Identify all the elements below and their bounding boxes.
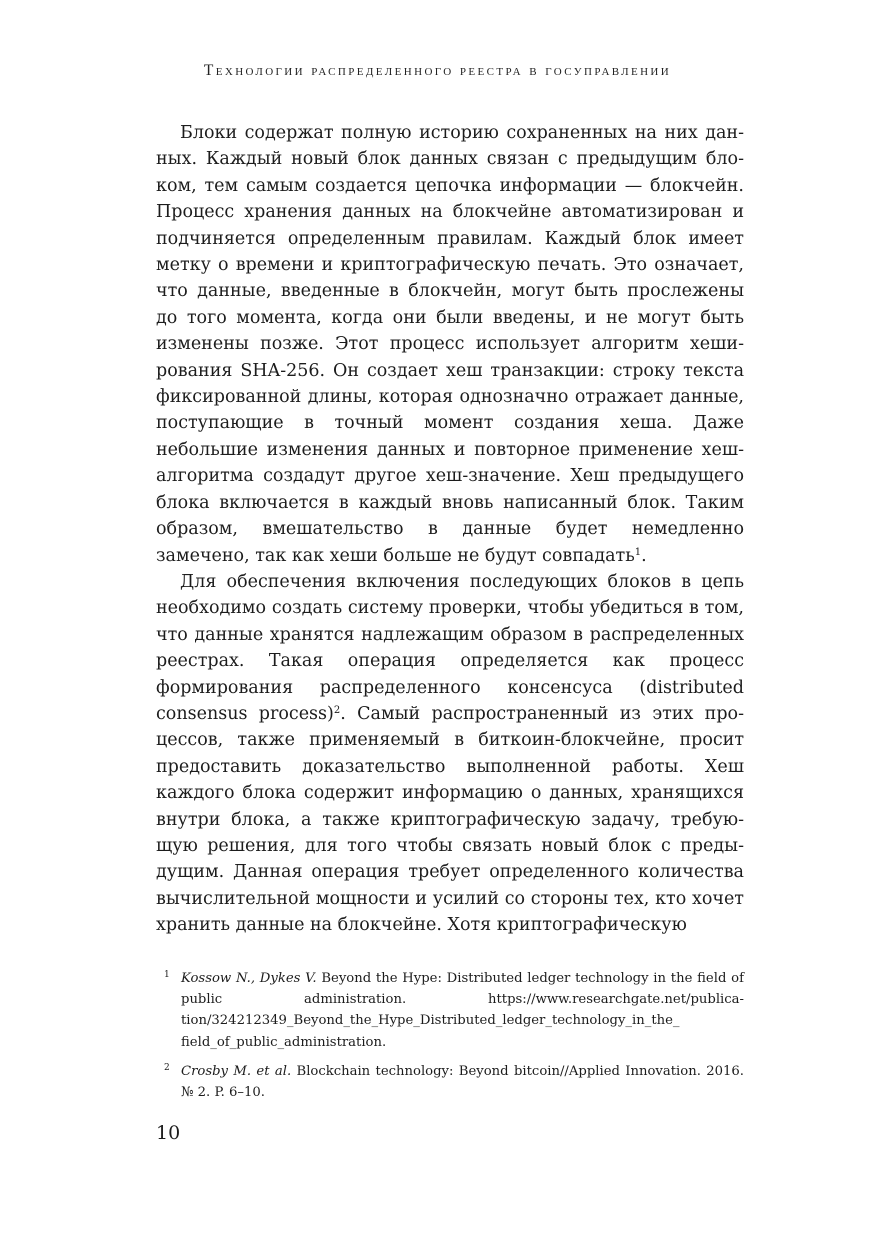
footnote-2-mark: 2: [164, 1062, 170, 1073]
footnote-1-text: Beyond the Hype: Distributed ledger technology in the field of public administration. https://www.researchgate.net/publication/324212349_Beyond_the_Hype_Distributed_ledger_technology_in_the_​field_of_public_administration.: [181, 971, 744, 1050]
footnote-1-author: Kossow N., Dykes V.: [181, 971, 317, 986]
paragraph-2: [156, 569, 744, 939]
footnotes: [156, 968, 744, 1111]
footnote-2-author: Crosby M. et al.: [181, 1063, 292, 1079]
running-head: Технологии распределенного реестра в госуправлении: [203, 62, 672, 79]
footnote-1: [156, 968, 744, 1053]
footnote-ref-1[interactable]: 1: [634, 546, 642, 558]
paragraph-2-text-b: . Самый распространенный из этих процессов, также применяемый в биткоин-блокчейне, просит предоставить доказательство выполненной работы. Хеш каждого блока содержит информацию о данных, хранящихся внутри блока, а также криптографическую задачу, требующую решения, для того чтобы связать новый блок с предыдущим. Данная операция требует определенного количества вычислительной мощности и усилий со стороны тех, кто хочет хранить данные на блокчейне. Хотя криптографическую: [156, 703, 745, 936]
footnote-1-mark: 1: [164, 970, 170, 980]
paragraph-1-text: Блоки содержат полную историю сохраненных на них данных. Каждый новый блок данных связан с предыдущим блоком, тем самым создается цепочка информации — блокчейн. Процесс хранения данных на блокчейне автоматизирован и подчиняется определенным правилам. Каждый блок имеет метку о времени и криптографическую печать. Это означает, что данные, введенные в блокчейн, могут быть прослежены до того момента, когда они были введены, и не могут быть изменены позже. Этот процесс использует алгоритм хеширования SHA-256. Он создает хеш транзакции: строку текста фиксированной длины, которая однозначно отражает данные, поступающие в точный момент создания хеша. Даже небольшие изменения данных и повторное применение хеш-алгоритма создадут другое хеш-значение. Хеш предыдущего блока включается в каждый вновь написанный блок. Таким образом, вмешательство в данные будет немедленно замечено, так как хеши больше не будут совпадать: [156, 123, 744, 566]
paragraph-1: [156, 120, 744, 569]
paragraph-2-text-a: Для обеспечения включения последующих блоков в цепь необходимо создать систему проверки, чтобы убедиться в том, что данные хранятся надлежащим образом в распределенных реестрах. Такая операция определяется как процесс формирования распределенного консенсуса (distributed consensus process): [156, 571, 744, 724]
footnote-2: [156, 1061, 744, 1103]
footnote-ref-2[interactable]: 2: [333, 704, 341, 716]
paragraph-1-tail: .: [641, 545, 647, 566]
page-number: 10: [156, 1122, 181, 1144]
body-text: [156, 120, 744, 939]
footnote-2-text: Blockchain technology: Beyond bitcoin//​Applied Innovation. 2016. № 2. P. 6–10.: [181, 1063, 745, 1101]
